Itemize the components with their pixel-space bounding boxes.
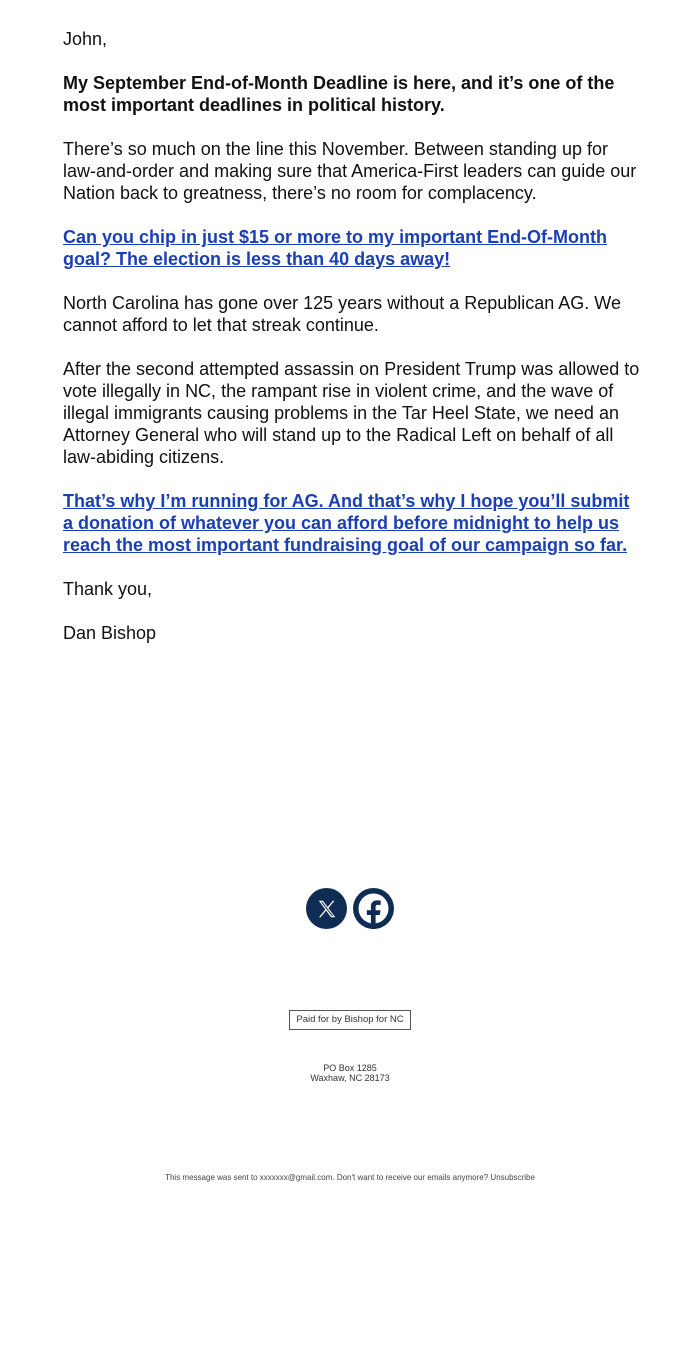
x-logo-glyph — [316, 898, 338, 920]
paid-for-disclaimer: Paid for by Bishop for NC — [289, 1010, 411, 1030]
facebook-icon[interactable] — [353, 888, 394, 929]
social-links — [0, 888, 700, 929]
email-body — [63, 28, 643, 666]
paragraph-north-carolina: North Carolina has gone over 125 years without a Republican AG. We cannot afford to let that streak continue. — [63, 293, 621, 335]
footer-notice — [0, 1173, 700, 1183]
donate-link-primary[interactable]: Can you chip in just $15 or more to my important End-Of-Month goal? The election is less than 40 days away! — [63, 227, 608, 269]
facebook-logo-glyph — [353, 888, 394, 929]
signoff: Thank you, — [63, 579, 153, 599]
address-line-1: PO Box 1285 — [323, 1063, 377, 1073]
greeting: John, — [63, 29, 108, 49]
address-line-2: Waxhaw, NC 28173 — [310, 1073, 390, 1083]
unsubscribe-link[interactable]: Unsubscribe — [490, 1173, 535, 1182]
donate-link-secondary[interactable]: That’s why I’m running for AG. And that’s why I hope you’ll submit a donation of whatever you can afford before midnight to help us reach the most important fundraising goal of our campaign so far. — [63, 491, 630, 555]
x-icon[interactable] — [306, 888, 347, 929]
mailing-address — [0, 1063, 700, 1083]
headline: My September End-of-Month Deadline is here, and it’s one of the most important deadlines in political history. — [63, 73, 615, 115]
sent-to-text: This message was sent to xxxxxxx@gmail.com. Don't want to receive our emails anymore? — [165, 1173, 491, 1182]
paragraph-intro: There’s so much on the line this November. Between standing up for law-and-order and making sure that America-First leaders can guide our Nation back to greatness, there’s no room for complacency. — [63, 139, 637, 203]
signature: Dan Bishop — [63, 623, 157, 643]
paragraph-attorney-general: After the second attempted assassin on President Trump was allowed to vote illegally in NC, the rampant rise in violent crime, and the wave of illegal immigrants causing problems in the Tar Heel State, we need an Attorney General who will stand up to the Radical Left on behalf of all law-abiding citizens. — [63, 359, 640, 467]
